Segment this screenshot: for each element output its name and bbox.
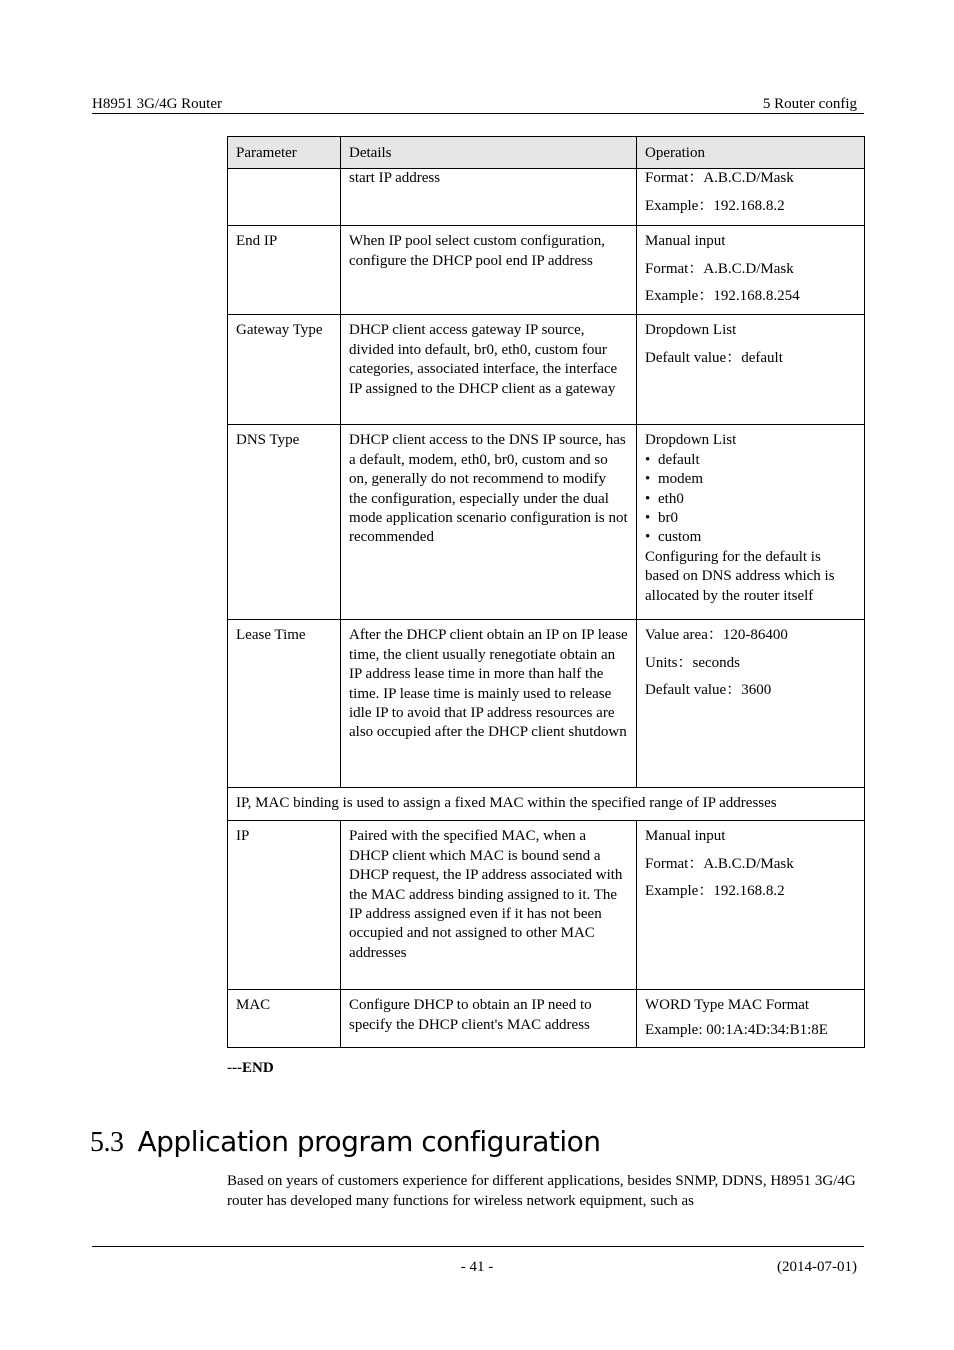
column-header-operation: Operation xyxy=(637,137,865,169)
operation-line: Value area：120-86400 xyxy=(645,627,788,644)
operation-cell xyxy=(637,169,865,226)
details-cell: When IP pool select custom configuration, configure the DHCP pool end IP address xyxy=(341,226,637,315)
operation-line: Example：192.168.8.2 xyxy=(645,883,785,900)
param-cell: Lease Time xyxy=(228,620,341,788)
table-row xyxy=(228,315,865,425)
table-row xyxy=(228,226,865,315)
details-cell: After the DHCP client obtain an IP on IP lease time, the client usually renegotiate obtain an IP address lease time in more than half the time. IP lease time is mainly used to release idle IP to avoid that IP address resources are also occupied after the DHCP client shutdown xyxy=(341,620,637,788)
param-cell: IP xyxy=(228,821,341,990)
end-marker: ---END xyxy=(227,1060,274,1076)
table-row xyxy=(228,620,865,788)
operation-line: Example：192.168.8.254 xyxy=(645,288,800,305)
operation-line: Dropdown List xyxy=(645,322,737,339)
section-body-paragraph: Based on years of customers experience for different applications, besides SNMP, DDNS, H8951 3G/4G router has developed many functions for wireless network equipment, such as xyxy=(227,1173,856,1209)
dns-option-list xyxy=(645,451,856,548)
operation-line: Format：A.B.C.D/Mask xyxy=(645,170,794,187)
operation-line: Example：192.168.8.2 xyxy=(645,197,785,214)
table-row xyxy=(228,821,865,990)
table-section-row xyxy=(228,788,865,821)
param-cell: MAC xyxy=(228,990,341,1048)
details-cell: DHCP client access gateway IP source, divided into default, br0, eth0, custom four categories, associated interface, the interface IP assigned to the DHCP client as a gateway xyxy=(341,315,637,425)
operation-note: Configuring for the default is based on DNS address which is allocated by the router itself xyxy=(645,548,835,604)
running-header-chapter: 5 Router config xyxy=(762,96,857,112)
table-header-row xyxy=(228,137,865,169)
operation-line: Manual input xyxy=(645,828,726,845)
header-rule xyxy=(92,113,864,114)
operation-cell xyxy=(637,990,865,1048)
running-header-product: H8951 3G/4G Router xyxy=(92,96,222,112)
column-header-parameter: Parameter xyxy=(228,137,341,169)
section-number: 5.3 xyxy=(90,1127,124,1158)
footer-rule xyxy=(92,1246,864,1247)
list-item: • custom xyxy=(645,528,856,547)
table-row xyxy=(228,169,865,226)
details-cell: Paired with the specified MAC, when a DHCP client which MAC is bound send a DHCP request, the IP address associated with the MAC address binding assigned to it. The IP address assigned even if it has not been occupied and not assigned to other MAC addresses xyxy=(341,821,637,990)
operation-cell xyxy=(637,315,865,425)
table-row xyxy=(228,990,865,1048)
section-heading xyxy=(90,1125,601,1159)
operation-cell xyxy=(637,425,865,620)
operation-cell xyxy=(637,620,865,788)
list-item: • modem xyxy=(645,470,856,489)
operation-cell xyxy=(637,226,865,315)
operation-line: Default value：default xyxy=(645,349,783,366)
table-row xyxy=(228,425,865,620)
operation-line: Units：seconds xyxy=(645,654,740,671)
operation-cell xyxy=(637,821,865,990)
operation-line: Default value：3600 xyxy=(645,682,772,699)
operation-line: Example: 00:1A:4D:34:B1:8E xyxy=(645,1021,828,1038)
details-cell: Configure DHCP to obtain an IP need to specify the DHCP client's MAC address xyxy=(341,990,637,1048)
param-cell: End IP xyxy=(228,226,341,315)
operation-line: Format：A.B.C.D/Mask xyxy=(645,260,794,277)
operation-line: Manual input xyxy=(645,233,726,250)
param-cell: Gateway Type xyxy=(228,315,341,425)
param-cell xyxy=(228,169,341,226)
parameter-table xyxy=(227,136,865,1048)
list-item: • default xyxy=(645,451,856,470)
details-cell: DHCP client access to the DNS IP source, has a default, modem, eth0, br0, custom and so on, generally do not recommend to modify the configuration, especially under the dual mode application scenario configuration is not recommended xyxy=(341,425,637,620)
operation-line: WORD Type MAC Format xyxy=(645,997,810,1014)
param-cell: DNS Type xyxy=(228,425,341,620)
operation-line: Format：A.B.C.D/Mask xyxy=(645,855,794,872)
ip-mac-binding-note: IP, MAC binding is used to assign a fixed MAC within the specified range of IP addresses xyxy=(228,788,865,821)
column-header-details: Details xyxy=(341,137,637,169)
section-title: Application program configuration xyxy=(137,1125,601,1158)
details-cell: start IP address xyxy=(341,169,637,226)
page-number: - 41 - xyxy=(460,1259,494,1275)
operation-line: Dropdown List xyxy=(645,432,737,449)
document-date: (2014-07-01) xyxy=(777,1259,857,1275)
list-item: • br0 xyxy=(645,509,856,528)
list-item: • eth0 xyxy=(645,490,856,509)
